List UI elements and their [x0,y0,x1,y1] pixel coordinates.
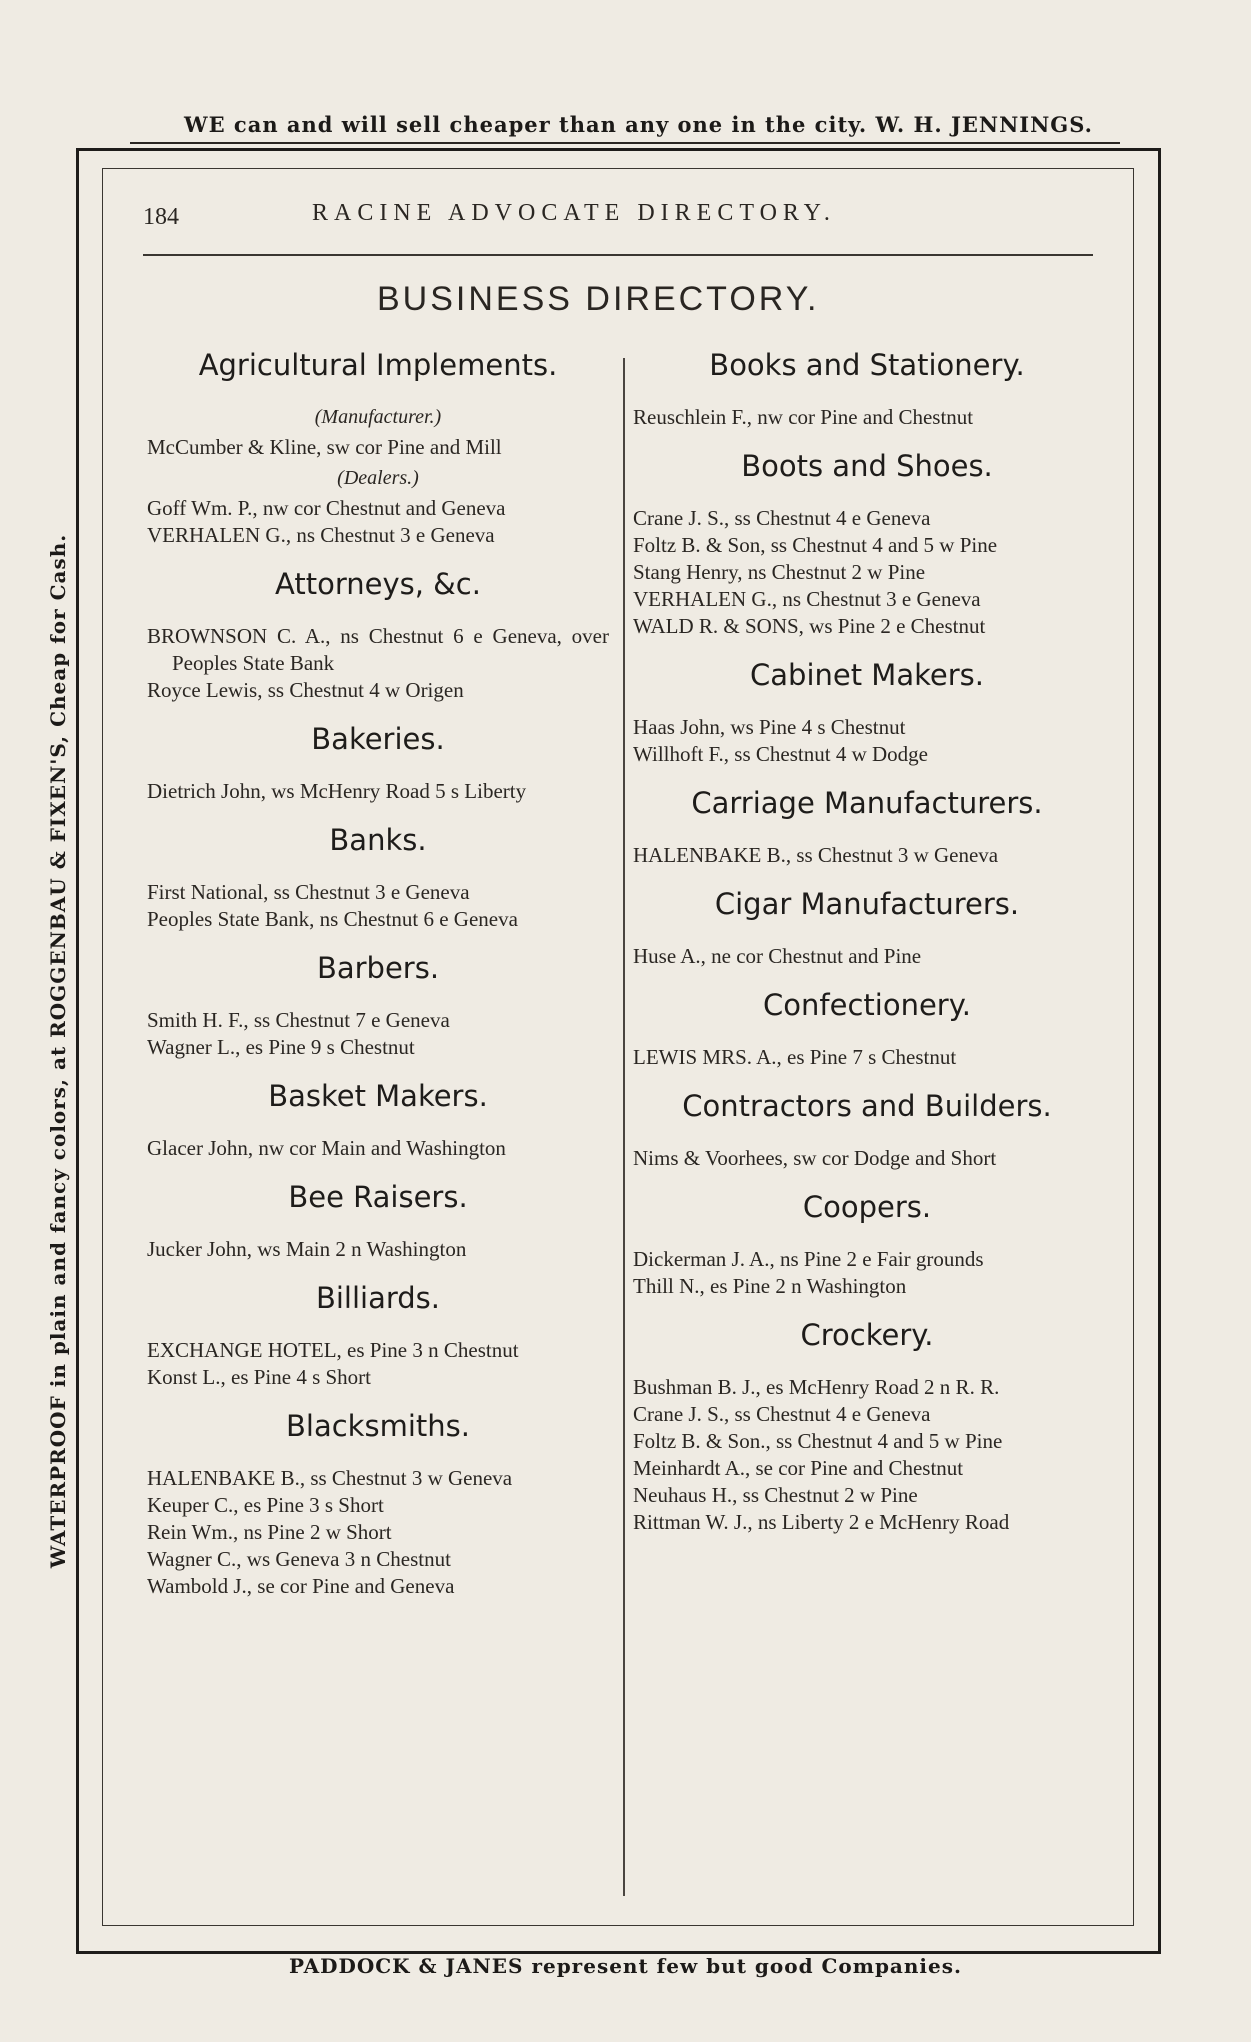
directory-category [633,348,1101,431]
directory-entry: Dietrich John, ws McHenry Road 5 s Liberty [147,779,527,803]
category-subheading: (Manufacturer.) [314,406,442,428]
category-heading: Blacksmiths. [286,1409,470,1443]
top-ad-rule [130,142,1120,144]
category-heading: Barbers. [316,951,440,985]
directory-category [147,348,609,549]
directory-entry: McCumber & Kline, sw cor Pine and Mill [147,435,502,459]
directory-entry: Glacer John, nw cor Main and Washington [147,1136,506,1160]
header-rule [143,254,1093,256]
directory-category [147,567,609,704]
directory-entry: Huse A., ne cor Chestnut and Pine [633,944,922,968]
directory-entry: Keuper C., es Pine 3 s Short [147,1493,384,1517]
directory-entry: Haas John, ws Pine 4 s Chestnut [633,715,906,739]
directory-category [633,887,1101,970]
category-heading: Attorneys, &c. [275,567,481,601]
directory-entry: Royce Lewis, ss Chestnut 4 w Origen [147,678,464,702]
directory-entry: Goff Wm. P., nw cor Chestnut and Geneva [147,496,506,520]
directory-category [633,1089,1101,1172]
directory-entry: VERHALEN G., ns Chestnut 3 e Geneva [147,523,495,547]
category-heading: Billiards. [315,1281,441,1315]
category-heading: Confectionery. [763,988,971,1022]
directory-entry: Jucker John, ws Main 2 n Washington [147,1237,467,1261]
directory-entry: Wambold J., se cor Pine and Geneva [147,1574,455,1598]
directory-category [633,658,1101,768]
category-heading: Carriage Manufacturers. [691,786,1043,820]
column-divider [623,358,625,1896]
directory-category [147,951,609,1061]
directory-entry: Crane J. S., ss Chestnut 4 e Geneva [633,1402,931,1426]
running-title: RACINE ADVOCATE DIRECTORY. [312,200,836,226]
directory-entry: First National, ss Chestnut 3 e Geneva [147,880,470,904]
directory-entry: Smith H. F., ss Chestnut 7 e Geneva [147,1008,450,1032]
right-column [633,348,1101,1554]
directory-entry: Stang Henry, ns Chestnut 2 w Pine [633,560,926,584]
directory-entry: Peoples State Bank, ns Chestnut 6 e Geneva [147,907,518,931]
directory-entry: Rein Wm., ns Pine 2 w Short [147,1520,392,1544]
bottom-advertisement: PADDOCK & JANES represent few but good Companies. [289,1954,962,1978]
directory-category [147,1079,609,1162]
directory-entry: Bushman B. J., es McHenry Road 2 n R. R. [633,1375,1000,1399]
directory-entry: LEWIS MRS. A., es Pine 7 s Chestnut [633,1045,957,1069]
directory-entry: Konst L., es Pine 4 s Short [147,1365,372,1389]
directory-entry: Willhoft F., ss Chestnut 4 w Dodge [633,742,928,766]
directory-entry: Wagner L., es Pine 9 s Chestnut [147,1035,415,1059]
directory-entry: HALENBAKE B., ss Chestnut 3 w Geneva [147,1466,513,1490]
directory-entry: Neuhaus H., ss Chestnut 2 w Pine [633,1483,918,1507]
directory-entry: Thill N., es Pine 2 n Washington [633,1274,907,1298]
directory-entry: VERHALEN G., ns Chestnut 3 e Geneva [633,587,981,611]
category-heading: Books and Stationery. [709,348,1025,382]
directory-category [633,786,1101,869]
category-heading: Bee Raisers. [288,1180,468,1214]
directory-entry: Crane J. S., ss Chestnut 4 e Geneva [633,506,931,530]
directory-category [147,1281,609,1391]
category-heading: Agricultural Implements. [198,348,558,382]
directory-category [633,988,1101,1071]
left-column [147,348,609,1618]
category-heading: Basket Makers. [268,1079,488,1113]
top-advertisement: WE can and will sell cheaper than any one in the city. W. H. JENNINGS. [184,112,1093,137]
directory-entry: Reuschlein F., nw cor Pine and Chestnut [633,405,974,429]
category-subheading: (Dealers.) [337,467,419,489]
category-heading: Bakeries. [311,722,445,756]
side-advertisement: WATERPROOF in plain and fancy colors, at ROGGENBAU & FIXEN'S, Cheap for Cash. [46,533,70,1569]
directory-entry: Dickerman J. A., ns Pine 2 e Fair grounds [633,1247,984,1271]
directory-category [633,449,1101,640]
page-number: 184 [143,204,179,230]
directory-entry: Foltz B. & Son, ss Chestnut 4 and 5 w Pine [633,533,998,557]
directory-category [633,1190,1101,1300]
page-title: BUSINESS DIRECTORY. [377,280,820,318]
category-heading: Cabinet Makers. [750,658,984,692]
directory-entry: HALENBAKE B., ss Chestnut 3 w Geneva [633,843,999,867]
directory-entry: BROWNSON C. A., ns Chestnut 6 e Geneva, over Peoples State Bank [147,624,609,675]
directory-category [633,1318,1101,1536]
directory-entry: EXCHANGE HOTEL, es Pine 3 n Chestnut [147,1338,519,1362]
directory-category [147,1409,609,1600]
category-heading: Coopers. [802,1190,932,1224]
category-heading: Crockery. [800,1318,934,1352]
directory-entry: Rittman W. J., ns Liberty 2 e McHenry Road [633,1510,1010,1534]
directory-entry: Meinhardt A., se cor Pine and Chestnut [633,1456,964,1480]
directory-category [147,722,609,805]
category-heading: Boots and Shoes. [741,449,993,483]
category-heading: Contractors and Builders. [682,1089,1052,1123]
directory-entry: WALD R. & SONS, ws Pine 2 e Chestnut [633,614,986,638]
directory-entry: Nims & Voorhees, sw cor Dodge and Short [633,1146,997,1170]
directory-category [147,1180,609,1263]
directory-entry: Foltz B. & Son., ss Chestnut 4 and 5 w Pine [633,1429,1003,1453]
category-heading: Banks. [329,823,427,857]
category-heading: Cigar Manufacturers. [714,887,1020,921]
directory-category [147,823,609,933]
directory-entry: Wagner C., ws Geneva 3 n Chestnut [147,1547,451,1571]
